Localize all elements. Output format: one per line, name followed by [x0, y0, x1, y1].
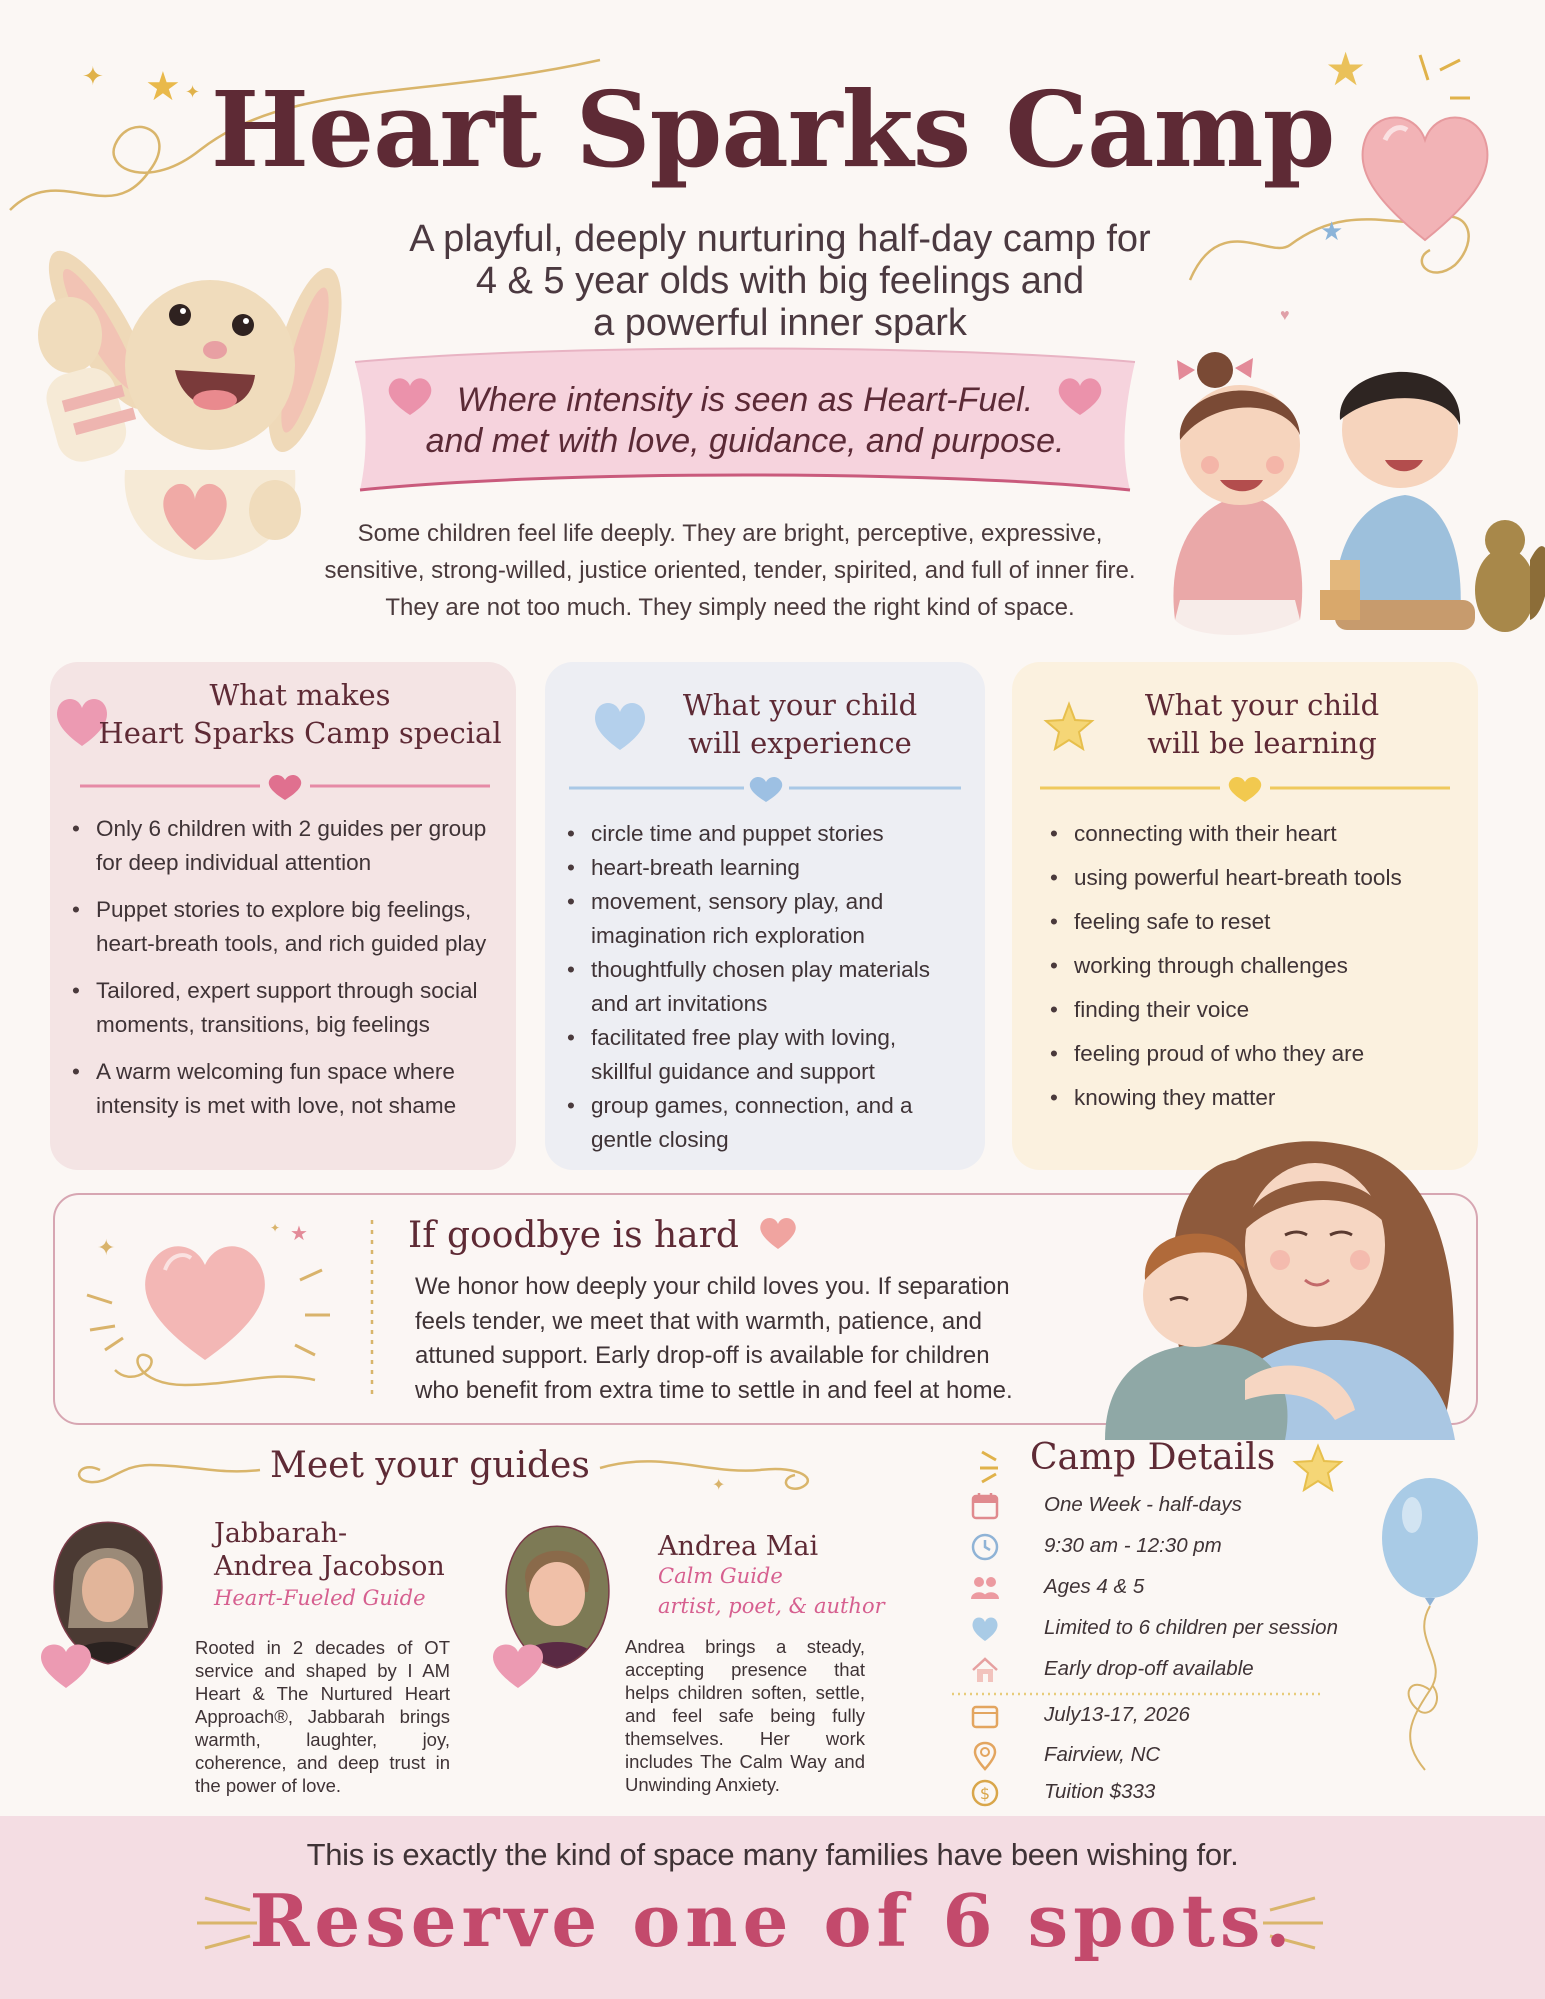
card-child-experience	[545, 662, 985, 1170]
goodbye-text: We honor how deeply your child loves you. If separation feels tender, we meet that with warmth, patience, and attuned support. Early drop-off is available for children who benefit from extra time to settle in and feel at home.	[415, 1273, 1013, 1404]
intro-paragraph	[290, 515, 1170, 626]
detail-text: Tuition $333	[1044, 1780, 1156, 1803]
tagline-line: and met with love, guidance, and purpose.	[425, 422, 1065, 460]
list-item: • thoughtfully chosen play materials and art invitations	[567, 953, 977, 1021]
intro-line: sensitive, strong-willed, justice oriented, tender, spirited, and full of inner fire.	[324, 557, 1136, 584]
detail-row	[970, 1697, 1370, 1737]
guide-role: Heart-Fueled Guide	[214, 1586, 426, 1610]
guide-name: Jabbarah- Andrea Jacobson	[214, 1518, 445, 1582]
list-item: • finding their voice	[1050, 993, 1470, 1027]
guide-bio: Andrea brings a steady, accepting presence that helps children soften, settle, and feel safe being fully themselves. Her work includes The Calm Way and Unwinding Anxiety.	[625, 1636, 865, 1795]
svg-text:★: ★	[1320, 216, 1344, 246]
guide-bio: Rooted in 2 decades of OT service and shaped by I AM Heart & The Nurtured Heart Approach®, Jabbarah brings warmth, laughter, joy, coherence, and deep trust in the power of love.	[195, 1637, 450, 1796]
list-item: • Only 6 children with 2 guides per group for deep individual attention	[72, 812, 512, 880]
svg-text:✦: ✦	[270, 1221, 281, 1235]
subtitle-line: A playful, deeply nurturing half-day camp for	[409, 218, 1151, 260]
detail-text: July13-17, 2026	[1044, 1703, 1190, 1726]
detail-text: Limited to 6 children per session	[1044, 1616, 1338, 1639]
detail-row	[970, 1610, 1370, 1650]
guide-role: artist, poet, & author	[658, 1594, 885, 1618]
heart-sparkle-illustration	[75, 1210, 335, 1405]
detail-row	[970, 1651, 1370, 1691]
subtitle-line: 4 & 5 year olds with big feelings and	[475, 260, 1085, 302]
list-item: • Puppet stories to explore big feelings, heart-breath tools, and rich guided play	[72, 893, 512, 961]
svg-text:✦: ✦	[97, 1235, 116, 1260]
pink-heart-icon	[38, 1640, 94, 1690]
blue-balloon-illustration	[1370, 1470, 1490, 1800]
calendar-icon	[970, 1491, 1000, 1521]
pink-heart-icon	[490, 1640, 546, 1690]
pink-divider-icon	[80, 772, 490, 802]
detail-row	[970, 1737, 1370, 1777]
detail-text: Ages 4 & 5	[1044, 1575, 1145, 1598]
tagline-line: Where intensity is seen as Heart-Fuel.	[456, 381, 1034, 419]
svg-text:★: ★	[1325, 43, 1367, 95]
card-list	[567, 817, 977, 1157]
list-item: • Tailored, expert support through social moments, transitions, big feelings	[72, 974, 512, 1042]
sparkle-decoration	[978, 1446, 1008, 1486]
house-icon	[970, 1655, 1000, 1685]
tagline	[355, 380, 1135, 462]
dollar-icon	[970, 1778, 1000, 1808]
card-list	[1050, 817, 1470, 1115]
card-child-learning	[1012, 662, 1478, 1170]
card-list	[72, 812, 512, 1123]
card-title: What your child will be learning	[1144, 688, 1380, 760]
footer-tagline: This is exactly the kind of space many families have been wishing for.	[306, 1837, 1239, 1872]
camp-details-title: Camp Details	[1030, 1437, 1276, 1478]
gold-star-icon	[1292, 1443, 1344, 1493]
clock-icon	[970, 1532, 1000, 1562]
svg-text:★: ★	[145, 65, 181, 109]
list-item: • using powerful heart-breath tools	[1050, 861, 1470, 895]
reserve-spot-call-to-action[interactable]: Reserve one of 6 spots.	[249, 1878, 1296, 1963]
detail-text: One Week - half-days	[1044, 1493, 1242, 1516]
heart-icon	[970, 1614, 1000, 1644]
list-item: • circle time and puppet stories	[567, 817, 977, 851]
guides-title: Meet your guides	[270, 1445, 590, 1486]
detail-row	[970, 1569, 1370, 1609]
detail-text: 9:30 am - 12:30 pm	[1044, 1534, 1222, 1557]
detail-row	[970, 1528, 1370, 1568]
list-item: • knowing they matter	[1050, 1081, 1470, 1115]
svg-text:$: $	[979, 1784, 991, 1803]
svg-text:♥: ♥	[1280, 307, 1290, 324]
list-item: • group games, connection, and a gentle closing	[567, 1089, 977, 1157]
children-playing-illustration	[1135, 320, 1545, 660]
list-item: • movement, sensory play, and imagination rich exploration	[567, 885, 977, 953]
detail-text: Fairview, NC	[1044, 1743, 1161, 1766]
guide-role: Calm Guide	[658, 1564, 783, 1588]
page-title: Heart Sparks Camp	[210, 68, 1335, 191]
detail-row	[970, 1774, 1370, 1814]
list-item: • facilitated free play with loving, skillful guidance and support	[567, 1021, 977, 1089]
svg-text:✦: ✦	[185, 82, 201, 102]
goodbye-title: If goodbye is hard	[408, 1215, 798, 1256]
pink-heart-icon	[758, 1215, 798, 1251]
mother-child-hug-illustration	[1085, 1120, 1525, 1440]
intro-line: Some children feel life deeply. They are bright, perceptive, expressive,	[357, 520, 1103, 547]
gold-divider-icon	[1040, 774, 1450, 804]
list-item: • working through challenges	[1050, 949, 1470, 983]
detail-text: Early drop-off available	[1044, 1657, 1254, 1680]
card-title: What makes Heart Sparks Camp special	[98, 678, 502, 750]
svg-text:★: ★	[290, 1223, 308, 1245]
list-item: • feeling proud of who they are	[1050, 1037, 1470, 1071]
calendar-outline-icon	[970, 1701, 1000, 1731]
location-pin-icon	[970, 1741, 1000, 1771]
list-item: • A warm welcoming fun space where intensity is met with love, not shame	[72, 1055, 512, 1123]
blue-divider-icon	[569, 774, 961, 804]
list-item: • heart-breath learning	[567, 851, 977, 885]
card-title: What your child will experience	[682, 688, 918, 760]
subtitle	[330, 218, 1230, 344]
list-item: • feeling safe to reset	[1050, 905, 1470, 939]
svg-text:✦: ✦	[82, 61, 104, 91]
guide-name: Andrea Mai	[658, 1531, 819, 1562]
svg-text:✦: ✦	[712, 1477, 726, 1494]
subtitle-line: a powerful inner spark	[593, 302, 967, 344]
card-camp-special	[50, 662, 516, 1170]
people-icon	[970, 1573, 1000, 1603]
detail-row	[970, 1487, 1370, 1527]
intro-line: They are not too much. They simply need the right kind of space.	[385, 594, 1075, 621]
list-item: • connecting with their heart	[1050, 817, 1470, 851]
